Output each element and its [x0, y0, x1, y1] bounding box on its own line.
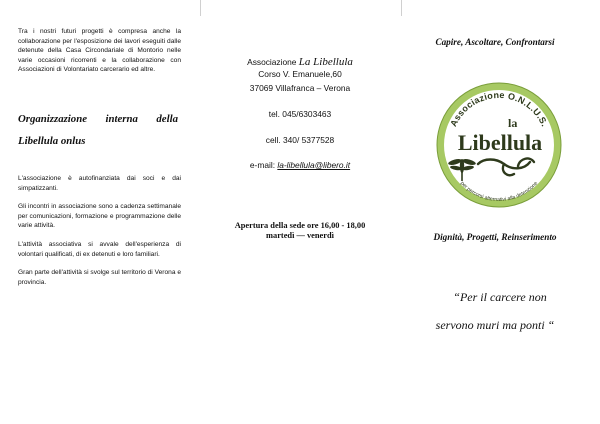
- email-link[interactable]: la-libellula@libero.it: [277, 160, 351, 170]
- cell-number: cell. 340/ 5377528: [265, 135, 335, 145]
- fold-mark-left: [200, 0, 201, 16]
- association-title: Associazione La Libellula: [247, 56, 353, 68]
- opening-time: Apertura della sede ore 16,00 - 18,00: [234, 221, 366, 230]
- intro-text: Tra i nostri futuri progetti è compresa anche la collaborazione per l'esposizione dei lavori eseguiti dalle detenute della Casa Circondariale di Montorio nelle varie occasioni ricorrenti e la collaborazione con Associazioni di Volontariato carcerario ed altre.: [18, 28, 181, 74]
- logo-name-small: la: [508, 116, 518, 130]
- paragraph-funding: L'associazione è autofinanziata dai soci e dai simpatizzanti.: [18, 175, 181, 192]
- association-name: La Libellula: [298, 56, 353, 68]
- address-line-2: 37069 Villafranca – Verona: [249, 83, 351, 93]
- motto-bottom: Dignità, Progetti, Reinserimento: [433, 232, 557, 242]
- address-line-1: Corso V. Emanuele,60: [258, 69, 342, 79]
- association-logo: [434, 80, 564, 210]
- logo-graphic: [434, 80, 564, 210]
- paragraph-volunteers: L'attività associativa si avvale dell'esperienza di volontari qualificati, di ex detenuti e loro familiari.: [18, 240, 181, 258]
- phone-number: tel. 045/6303463: [268, 109, 332, 119]
- opening-hours: [200, 221, 400, 241]
- email-line: [200, 159, 400, 171]
- logo-arc-bottom-text: per percorsi alternativi alla detenzione: [458, 180, 540, 204]
- email-label: e-mail:: [249, 160, 276, 170]
- quote-line-1: “Per il carcere non: [453, 290, 547, 304]
- heading-line-1: Organizzazione interna della: [18, 113, 178, 125]
- paragraph-territory: Gran parte dell'attività si svolge sul territorio di Verona e provincia.: [18, 269, 181, 286]
- quote: [402, 283, 588, 339]
- motto-top: Capire, Ascoltare, Confrontarsi: [435, 37, 555, 47]
- contact-block: [200, 56, 400, 171]
- fold-mark-right: [401, 0, 402, 16]
- logo-name-big: Libellula: [457, 130, 543, 155]
- paragraph-meetings: Gli incontri in associazione sono a cadenza settimanale per comunicazioni, formazione e programmazione delle varie attività.: [18, 203, 181, 230]
- opening-days: martedì — venerdì: [266, 231, 334, 240]
- body-paragraphs: [18, 174, 181, 287]
- logo-arc-top-text: Associazione O.N.L.U.S.: [448, 89, 550, 129]
- intro-paragraph: [18, 27, 181, 75]
- section-heading: [18, 108, 178, 152]
- heading-line-2: Libellula onlus: [18, 135, 86, 147]
- quote-line-2: servono muri ma ponti “: [435, 318, 555, 332]
